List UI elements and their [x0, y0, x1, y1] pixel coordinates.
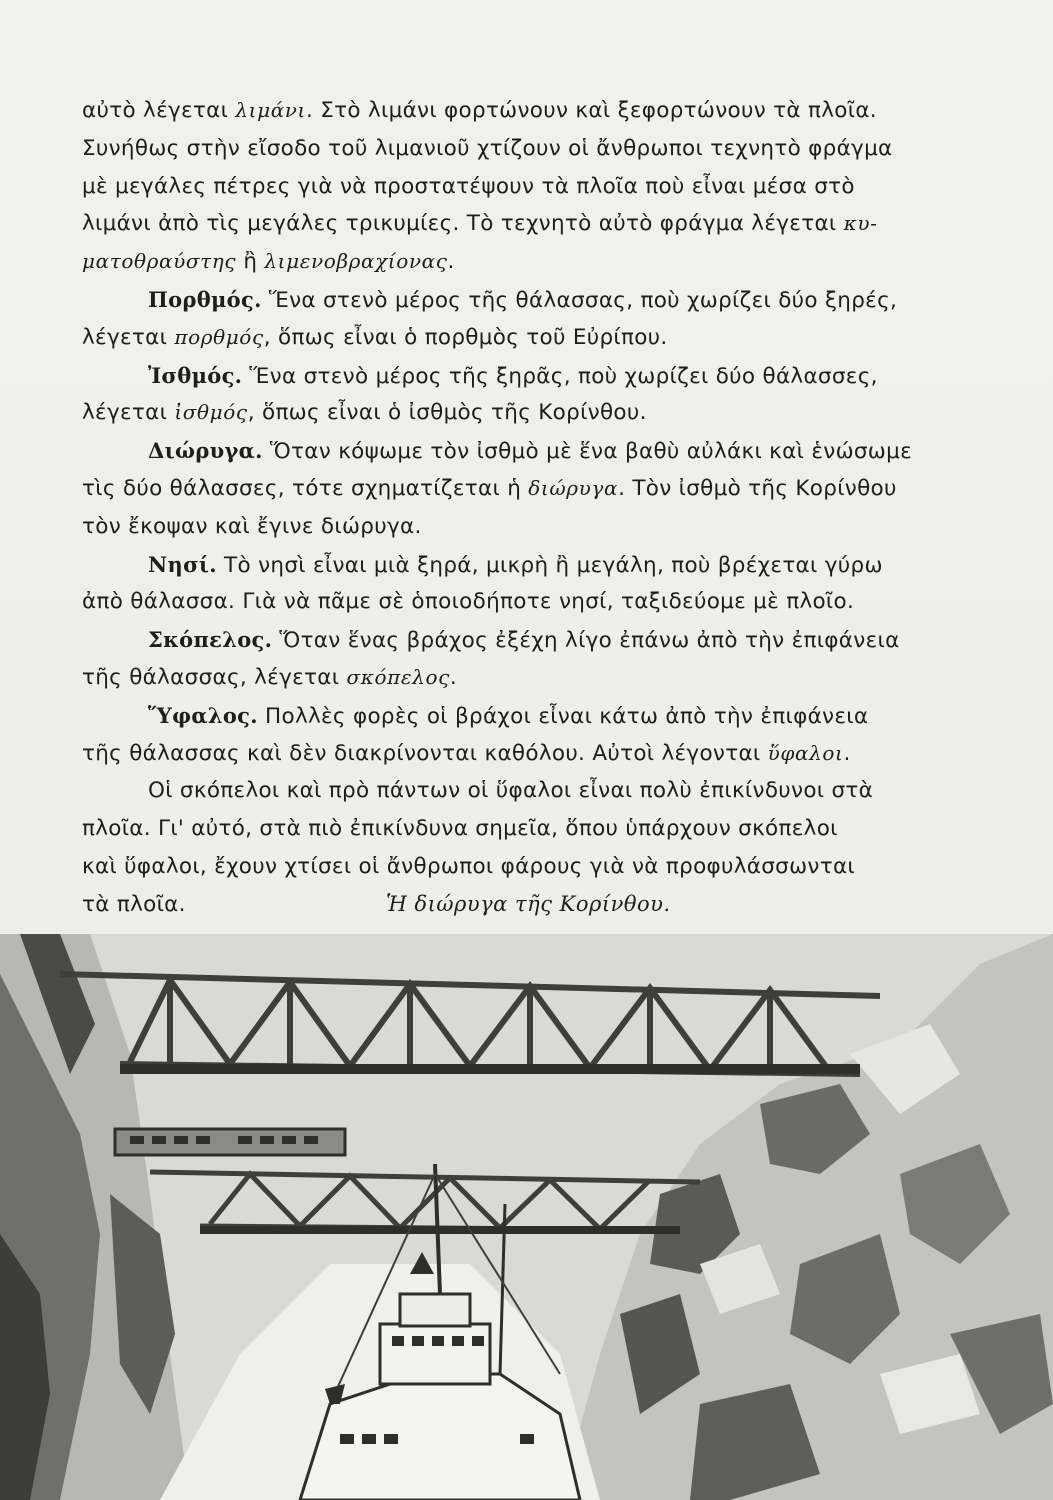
- text-segment: , ὅπως εἶναι ὁ ἰσθμὸς τῆς Κορίνθου.: [247, 400, 647, 426]
- text-line: [82, 130, 1020, 168]
- italic-term: ματοθραύστης: [82, 249, 237, 274]
- text-line: [82, 735, 1020, 773]
- body-text: [82, 92, 1020, 924]
- text-segment: λέγεται: [82, 324, 175, 350]
- italic-term: ὕφαλοι: [767, 740, 844, 765]
- text-segment: λέγεται: [82, 400, 175, 426]
- bold-heading-term: Σκόπελος.: [148, 627, 273, 653]
- text-segment: Ἕνα στενὸ μέρος τῆς ξηρᾶς, ποὺ χωρίζει δύο θάλασσες,: [242, 363, 878, 389]
- paragraph: [82, 432, 1020, 545]
- paragraph: [82, 357, 1020, 433]
- italic-term: διώρυγα: [528, 475, 619, 500]
- bold-heading-term: Ἰσθμός.: [148, 362, 243, 388]
- paragraph: [82, 92, 1020, 281]
- text-line: [82, 243, 1020, 281]
- text-segment: πλοῖα. Γι' αὐτό, στὰ πιὸ ἐπικίνδυνα σημεῖα, ὅπου ὑπάρχουν σκόπελοι: [82, 816, 838, 842]
- text-line: [82, 357, 1020, 395]
- italic-term: λιμάνι: [235, 98, 306, 122]
- text-segment: τῆς θάλασσας, λέγεται: [82, 664, 347, 690]
- text-segment: τῆς θάλασσας καὶ δὲν διακρίνονται καθόλου. Αὐτοὶ λέγονται: [82, 740, 768, 766]
- text-line: [82, 810, 1020, 848]
- text-segment: Συνήθως στὴν εἴσοδο τοῦ λιμανιοῦ χτίζουν οἱ ἄνθρωποι τεχνητὸ φράγμα: [82, 135, 893, 161]
- italic-term: πορθμός: [174, 324, 264, 349]
- text-segment: τὰ πλοῖα.: [82, 891, 186, 917]
- italic-term: κυ-: [843, 211, 878, 236]
- italic-term: λιμενοβραχίονας: [264, 249, 448, 274]
- text-line: [82, 508, 1020, 546]
- text-line: [82, 319, 1020, 357]
- paragraph: [82, 697, 1020, 773]
- bold-heading-term: Ὕφαλος.: [148, 702, 258, 728]
- text-line: [82, 205, 1020, 243]
- text-segment: τὶς δύο θάλασσες, τότε σχηματίζεται ἡ: [82, 475, 529, 501]
- text-segment: Πολλὲς φορὲς οἱ βράχοι εἶναι κάτω ἀπὸ τὴν ἐπιφάνεια: [257, 703, 869, 729]
- text-line: [82, 546, 1020, 584]
- text-line: [82, 432, 1020, 470]
- text-segment: τὸν ἔκοψαν καὶ ἔγινε διώρυγα.: [82, 513, 422, 539]
- text-segment: Τὸ νησὶ εἶναι μιὰ ξηρά, μικρὴ ἢ μεγάλη, ποὺ βρέχεται γύρω: [216, 552, 883, 578]
- bold-heading-term: Νησί.: [148, 551, 217, 577]
- text-segment: Ὅταν ἕνας βράχος ἐξέχη λίγο ἐπάνω ἀπὸ τὴν ἐπιφάνεια: [272, 628, 900, 654]
- text-line: [82, 697, 1020, 735]
- text-segment: αὐτὸ λέγεται: [82, 98, 236, 123]
- bold-heading-term: Πορθμός.: [148, 286, 262, 312]
- text-line: [82, 281, 1020, 319]
- text-segment: . Στὸ λιμάνι φορτώνουν καὶ ξεφορτώνουν τὰ πλοῖα.: [306, 98, 877, 123]
- text-segment: ἀπὸ θάλασσα. Γιὰ νὰ πᾶμε σὲ ὁποιοδήποτε νησί, ταξιδεύομε μὲ πλοῖο.: [82, 589, 855, 615]
- text-line: [82, 394, 1020, 432]
- figure-caption: Ἡ διώρυγα τῆς Κορίνθου.: [386, 892, 671, 916]
- text-line: [82, 848, 1020, 886]
- paragraph: [82, 281, 1020, 357]
- text-segment: ἢ: [236, 249, 265, 275]
- bold-heading-term: Διώρυγα.: [148, 438, 263, 464]
- text-segment: Οἱ σκόπελοι καὶ πρὸ πάντων οἱ ὕφαλοι εἶναι πολὺ ἐπικίνδυνοι στὰ: [148, 778, 874, 804]
- text-segment: καὶ ὕφαλοι, ἔχουν χτίσει οἱ ἄνθρωποι φάρους γιὰ νὰ προφυλάσσωνται: [82, 853, 855, 879]
- text-line: [82, 621, 1020, 659]
- text-segment: .: [843, 740, 851, 766]
- text-line: [82, 470, 1020, 508]
- italic-term: ἰσθμός: [174, 400, 248, 425]
- text-segment: Ἕνα στενὸ μέρος τῆς θάλασσας, ποὺ χωρίζει δύο ξηρές,: [261, 287, 898, 313]
- text-segment: Ὅταν κόψωμε τὸν ἰσθμὸ μὲ ἕνα βαθὺ αὐλάκι καὶ ἑνώσωμε: [262, 439, 913, 465]
- text-segment: μὲ μεγάλες πέτρες γιὰ νὰ προστατέψουν τὰ πλοῖα ποὺ εἶναι μέσα στὸ: [82, 173, 855, 199]
- paragraph: [82, 546, 1020, 622]
- corinth-canal-illustration: [0, 934, 1053, 1500]
- text-line: [82, 92, 1020, 130]
- text-line: [82, 168, 1020, 206]
- text-segment: . Τὸν ἰσθμὸ τῆς Κορίνθου: [618, 475, 897, 501]
- text-line: [82, 772, 1020, 810]
- text-segment: .: [447, 249, 455, 275]
- text-line: [82, 583, 1020, 621]
- text-segment: , ὅπως εἶναι ὁ πορθμὸς τοῦ Εὐρίπου.: [263, 324, 668, 350]
- italic-term: σκόπελος: [346, 664, 450, 689]
- text-segment: λιμάνι ἀπὸ τὶς μεγάλες τρικυμίες. Τὸ τεχνητὸ αὐτὸ φράγμα λέγεται: [82, 211, 844, 237]
- text-segment: .: [449, 664, 458, 690]
- paragraph: [82, 621, 1020, 697]
- text-line: [82, 659, 1020, 697]
